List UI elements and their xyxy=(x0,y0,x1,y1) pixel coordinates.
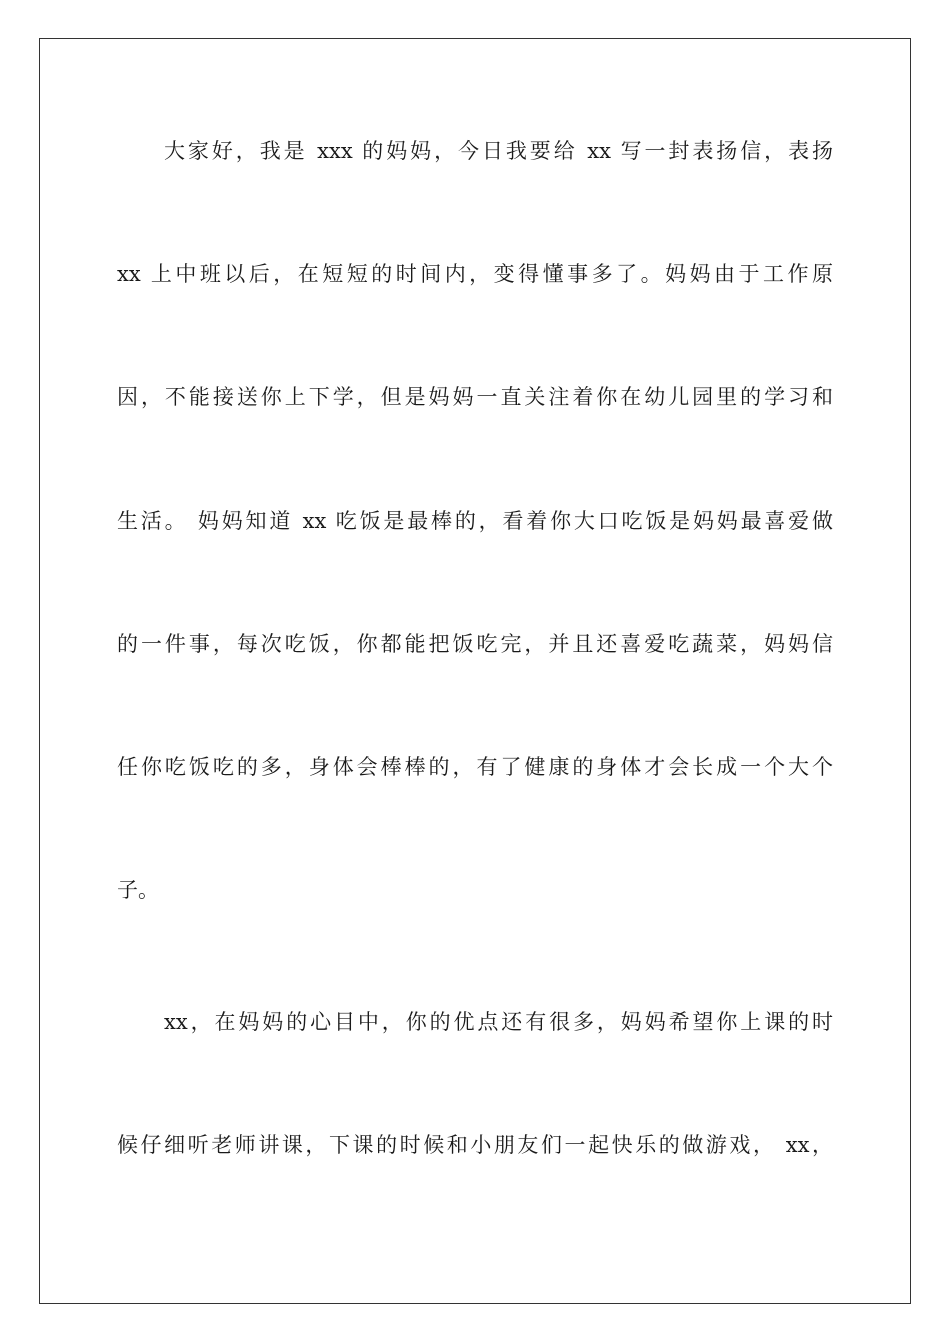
paragraph-1-line-1: 大家好，我是 xxx 的妈妈，今日我要给 xx 写一封表扬信，表扬 xyxy=(164,139,833,163)
paragraph-2-line-1: xx，在妈妈的心目中，你的优点还有很多，妈妈希望你上课的时 xyxy=(164,1010,833,1034)
paragraph-1-line-2: xx 上中班以后，在短短的时间内，变得懂事多了。妈妈由于工作原 xyxy=(117,262,833,286)
paragraph-2-line-2: 候仔细听老师讲课，下课的时候和小朋友们一起快乐的做游戏， xx， xyxy=(117,1133,833,1157)
paragraph-1-line-3: 因，不能接送你上下学，但是妈妈一直关注着你在幼儿园里的学习和 xyxy=(117,385,833,409)
page-frame xyxy=(39,38,911,1304)
paragraph-1-line-7: 子。 xyxy=(117,878,159,902)
paragraph-1-line-4: 生活。 妈妈知道 xx 吃饭是最棒的，看着你大口吃饭是妈妈最喜爱做 xyxy=(117,509,833,533)
paragraph-1-line-6: 任你吃饭吃的多，身体会棒棒的，有了健康的身体才会长成一个大个 xyxy=(117,755,833,779)
paragraph-1-line-5: 的一件事，每次吃饭，你都能把饭吃完，并且还喜爱吃蔬菜，妈妈信 xyxy=(117,632,833,656)
